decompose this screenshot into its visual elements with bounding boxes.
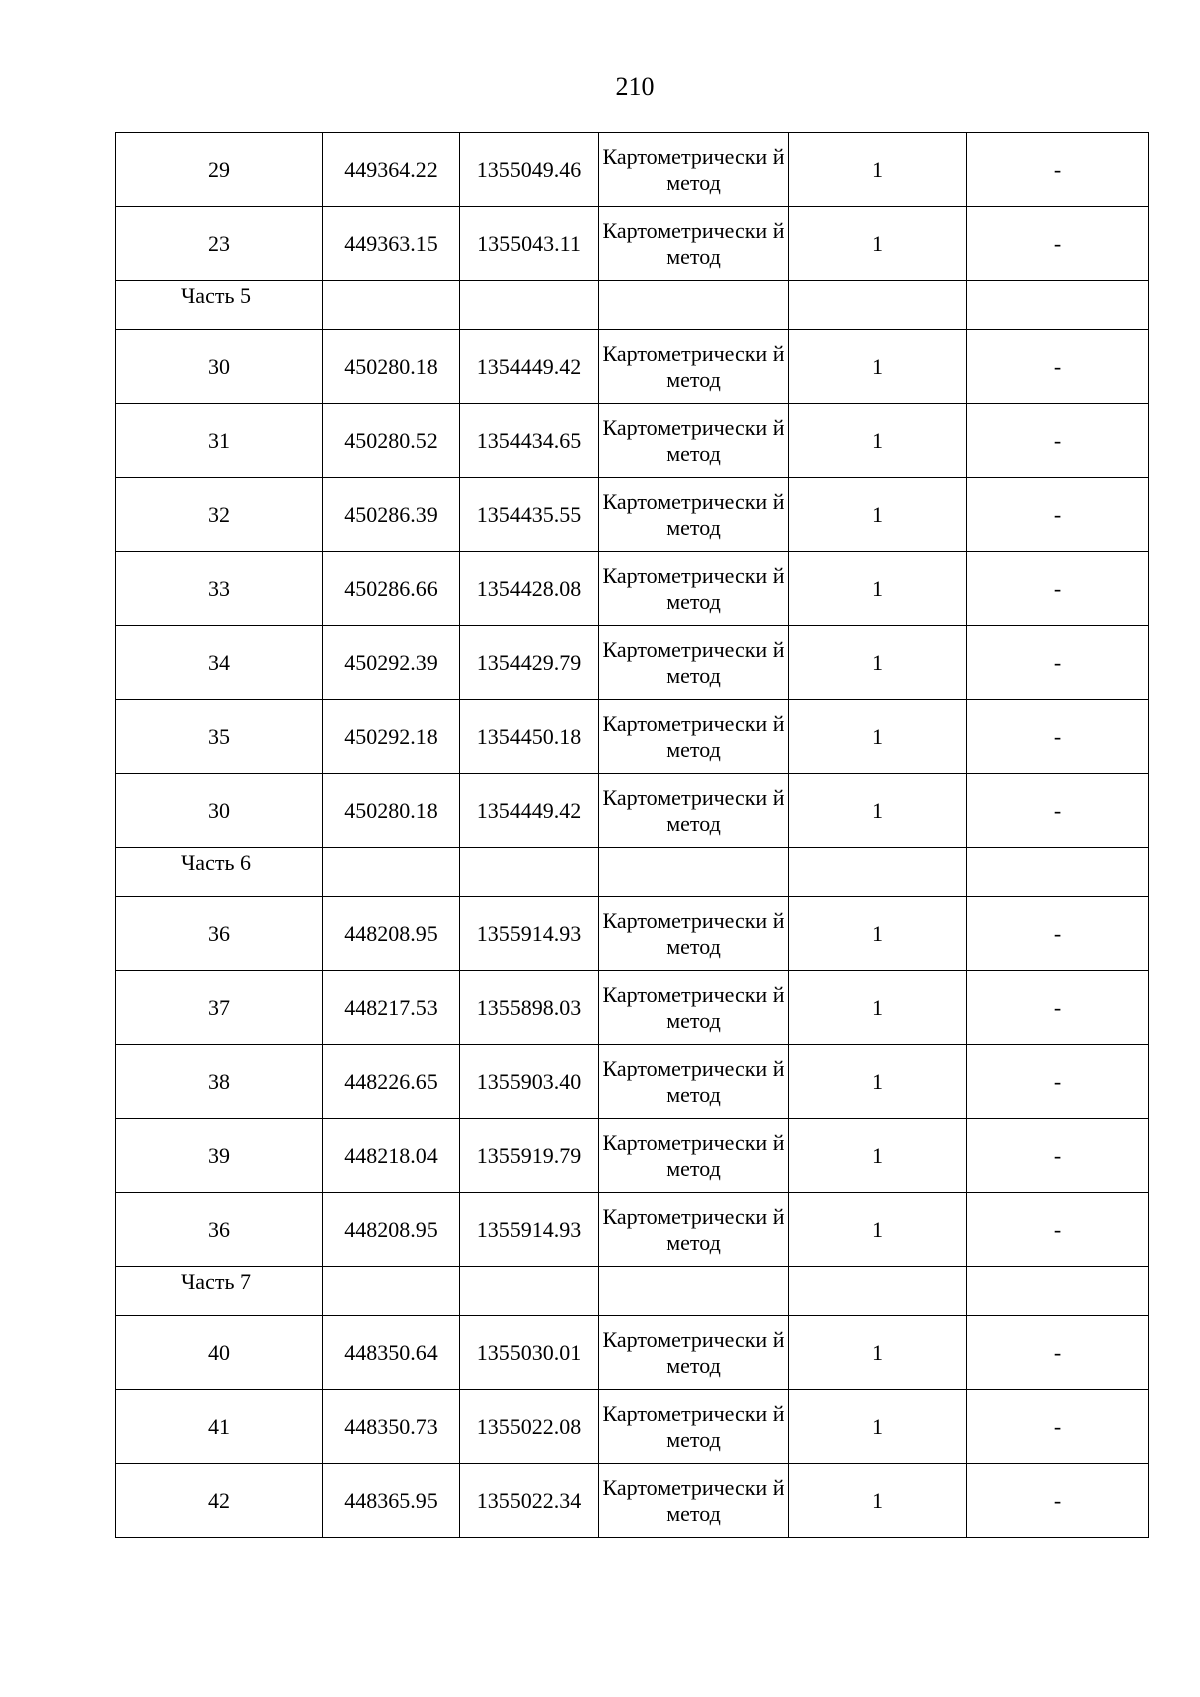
section-row xyxy=(116,848,1149,897)
empty-cell xyxy=(599,1267,789,1316)
x-coordinate-cell: 450292.18 xyxy=(323,700,460,774)
y-coordinate-cell: 1354428.08 xyxy=(460,552,599,626)
empty-cell xyxy=(789,848,967,897)
table-row xyxy=(116,404,1149,478)
accuracy-cell: 1 xyxy=(789,774,967,848)
note-cell: - xyxy=(967,1045,1149,1119)
empty-cell xyxy=(967,848,1149,897)
empty-cell xyxy=(323,281,460,330)
method-cell: Картометрически й метод xyxy=(599,700,789,774)
note-cell: - xyxy=(967,971,1149,1045)
section-row xyxy=(116,281,1149,330)
note-cell: - xyxy=(967,552,1149,626)
y-coordinate-cell: 1355022.08 xyxy=(460,1390,599,1464)
method-cell: Картометрически й метод xyxy=(599,1390,789,1464)
note-cell: - xyxy=(967,1316,1149,1390)
note-cell: - xyxy=(967,1464,1149,1538)
point-number-cell: 32 xyxy=(116,478,323,552)
note-cell: - xyxy=(967,404,1149,478)
empty-cell xyxy=(323,1267,460,1316)
method-cell: Картометрически й метод xyxy=(599,552,789,626)
method-cell: Картометрически й метод xyxy=(599,478,789,552)
method-cell: Картометрически й метод xyxy=(599,1119,789,1193)
x-coordinate-cell: 448226.65 xyxy=(323,1045,460,1119)
method-cell: Картометрически й метод xyxy=(599,774,789,848)
empty-cell xyxy=(967,1267,1149,1316)
table-row xyxy=(116,971,1149,1045)
method-cell: Картометрически й метод xyxy=(599,133,789,207)
table-row xyxy=(116,1316,1149,1390)
method-cell: Картометрически й метод xyxy=(599,1464,789,1538)
accuracy-cell: 1 xyxy=(789,552,967,626)
note-cell: - xyxy=(967,133,1149,207)
method-cell: Картометрически й метод xyxy=(599,626,789,700)
note-cell: - xyxy=(967,478,1149,552)
y-coordinate-cell: 1355914.93 xyxy=(460,1193,599,1267)
point-number-cell: 34 xyxy=(116,626,323,700)
coordinates-table xyxy=(115,132,1149,1538)
table-row xyxy=(116,1119,1149,1193)
y-coordinate-cell: 1354450.18 xyxy=(460,700,599,774)
note-cell: - xyxy=(967,774,1149,848)
accuracy-cell: 1 xyxy=(789,1045,967,1119)
note-cell: - xyxy=(967,626,1149,700)
table-row xyxy=(116,1045,1149,1119)
point-number-cell: 37 xyxy=(116,971,323,1045)
x-coordinate-cell: 448217.53 xyxy=(323,971,460,1045)
method-cell: Картометрически й метод xyxy=(599,1045,789,1119)
point-number-cell: 23 xyxy=(116,207,323,281)
x-coordinate-cell: 450286.39 xyxy=(323,478,460,552)
x-coordinate-cell: 448350.73 xyxy=(323,1390,460,1464)
x-coordinate-cell: 450280.18 xyxy=(323,330,460,404)
y-coordinate-cell: 1355049.46 xyxy=(460,133,599,207)
note-cell: - xyxy=(967,1193,1149,1267)
table-body xyxy=(116,133,1149,1538)
point-number-cell: 33 xyxy=(116,552,323,626)
point-number-cell: 41 xyxy=(116,1390,323,1464)
method-cell: Картометрически й метод xyxy=(599,897,789,971)
section-label: Часть 5 xyxy=(116,281,323,330)
point-number-cell: 31 xyxy=(116,404,323,478)
point-number-cell: 35 xyxy=(116,700,323,774)
accuracy-cell: 1 xyxy=(789,1193,967,1267)
table-row xyxy=(116,700,1149,774)
table-row xyxy=(116,207,1149,281)
empty-cell xyxy=(789,281,967,330)
empty-cell xyxy=(967,281,1149,330)
accuracy-cell: 1 xyxy=(789,1119,967,1193)
section-label: Часть 6 xyxy=(116,848,323,897)
x-coordinate-cell: 448208.95 xyxy=(323,1193,460,1267)
y-coordinate-cell: 1355022.34 xyxy=(460,1464,599,1538)
y-coordinate-cell: 1355030.01 xyxy=(460,1316,599,1390)
x-coordinate-cell: 450292.39 xyxy=(323,626,460,700)
note-cell: - xyxy=(967,897,1149,971)
note-cell: - xyxy=(967,1390,1149,1464)
empty-cell xyxy=(460,1267,599,1316)
method-cell: Картометрически й метод xyxy=(599,1316,789,1390)
y-coordinate-cell: 1354435.55 xyxy=(460,478,599,552)
accuracy-cell: 1 xyxy=(789,700,967,774)
y-coordinate-cell: 1354434.65 xyxy=(460,404,599,478)
accuracy-cell: 1 xyxy=(789,897,967,971)
accuracy-cell: 1 xyxy=(789,1316,967,1390)
table-row xyxy=(116,1464,1149,1538)
y-coordinate-cell: 1355898.03 xyxy=(460,971,599,1045)
empty-cell xyxy=(599,281,789,330)
note-cell: - xyxy=(967,700,1149,774)
point-number-cell: 29 xyxy=(116,133,323,207)
table-row xyxy=(116,897,1149,971)
section-label: Часть 7 xyxy=(116,1267,323,1316)
method-cell: Картометрически й метод xyxy=(599,404,789,478)
table-row xyxy=(116,330,1149,404)
point-number-cell: 39 xyxy=(116,1119,323,1193)
y-coordinate-cell: 1355919.79 xyxy=(460,1119,599,1193)
note-cell: - xyxy=(967,330,1149,404)
empty-cell xyxy=(789,1267,967,1316)
table-row xyxy=(116,1390,1149,1464)
x-coordinate-cell: 450286.66 xyxy=(323,552,460,626)
accuracy-cell: 1 xyxy=(789,971,967,1045)
empty-cell xyxy=(460,281,599,330)
x-coordinate-cell: 450280.52 xyxy=(323,404,460,478)
table-row xyxy=(116,133,1149,207)
page-number: 210 xyxy=(615,72,655,101)
x-coordinate-cell: 450280.18 xyxy=(323,774,460,848)
x-coordinate-cell: 449363.15 xyxy=(323,207,460,281)
point-number-cell: 30 xyxy=(116,330,323,404)
x-coordinate-cell: 449364.22 xyxy=(323,133,460,207)
point-number-cell: 36 xyxy=(116,1193,323,1267)
y-coordinate-cell: 1355903.40 xyxy=(460,1045,599,1119)
accuracy-cell: 1 xyxy=(789,404,967,478)
empty-cell xyxy=(460,848,599,897)
accuracy-cell: 1 xyxy=(789,330,967,404)
point-number-cell: 38 xyxy=(116,1045,323,1119)
point-number-cell: 30 xyxy=(116,774,323,848)
method-cell: Картометрически й метод xyxy=(599,207,789,281)
y-coordinate-cell: 1355043.11 xyxy=(460,207,599,281)
point-number-cell: 36 xyxy=(116,897,323,971)
point-number-cell: 40 xyxy=(116,1316,323,1390)
method-cell: Картометрически й метод xyxy=(599,971,789,1045)
note-cell: - xyxy=(967,207,1149,281)
accuracy-cell: 1 xyxy=(789,478,967,552)
section-row xyxy=(116,1267,1149,1316)
accuracy-cell: 1 xyxy=(789,207,967,281)
x-coordinate-cell: 448208.95 xyxy=(323,897,460,971)
x-coordinate-cell: 448350.64 xyxy=(323,1316,460,1390)
accuracy-cell: 1 xyxy=(789,626,967,700)
note-cell: - xyxy=(967,1119,1149,1193)
table-row xyxy=(116,1193,1149,1267)
y-coordinate-cell: 1354429.79 xyxy=(460,626,599,700)
accuracy-cell: 1 xyxy=(789,1464,967,1538)
y-coordinate-cell: 1354449.42 xyxy=(460,774,599,848)
accuracy-cell: 1 xyxy=(789,1390,967,1464)
empty-cell xyxy=(323,848,460,897)
method-cell: Картометрически й метод xyxy=(599,1193,789,1267)
x-coordinate-cell: 448218.04 xyxy=(323,1119,460,1193)
table-row xyxy=(116,774,1149,848)
table-row xyxy=(116,626,1149,700)
table-row xyxy=(116,478,1149,552)
table-row xyxy=(116,552,1149,626)
y-coordinate-cell: 1355914.93 xyxy=(460,897,599,971)
y-coordinate-cell: 1354449.42 xyxy=(460,330,599,404)
accuracy-cell: 1 xyxy=(789,133,967,207)
x-coordinate-cell: 448365.95 xyxy=(323,1464,460,1538)
empty-cell xyxy=(599,848,789,897)
point-number-cell: 42 xyxy=(116,1464,323,1538)
method-cell: Картометрически й метод xyxy=(599,330,789,404)
